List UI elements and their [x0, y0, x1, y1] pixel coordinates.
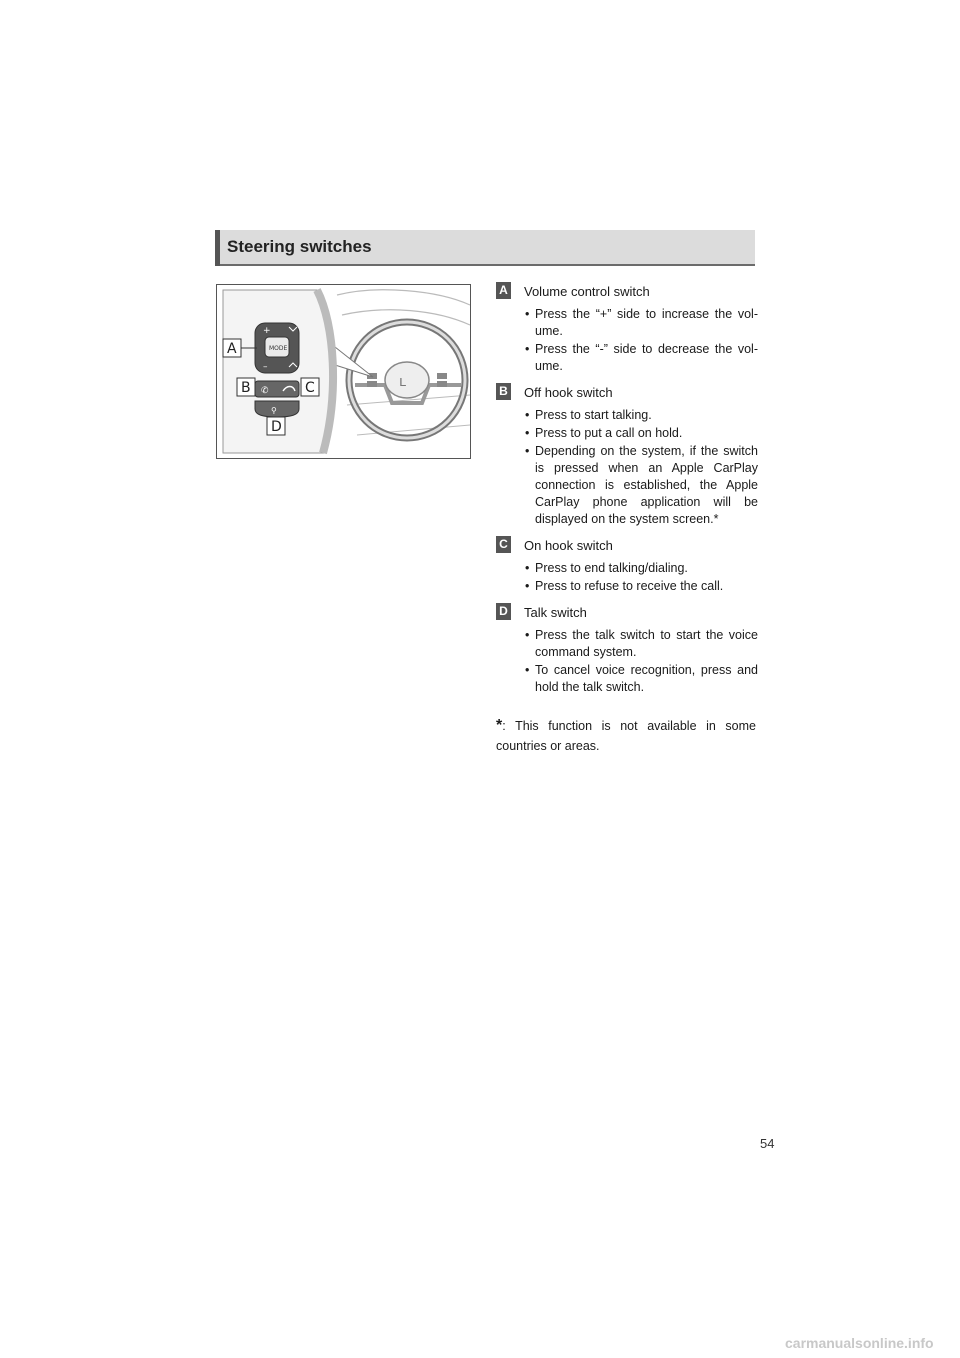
svg-text:C: C — [305, 380, 315, 396]
steering-switch-illustration — [216, 284, 471, 459]
footnote — [496, 716, 756, 756]
steering-switch-drawing — [217, 285, 470, 458]
svg-text:⚲: ⚲ — [271, 406, 277, 415]
bullet-item: • Press the “+” side to increase the vol-ume. — [525, 307, 758, 338]
bullet-list — [496, 407, 758, 528]
svg-text:A: A — [227, 341, 237, 357]
section-title: Steering switches — [227, 237, 372, 256]
bullet-item: • Press to put a call on hold. — [525, 426, 683, 440]
marker-d: D — [496, 603, 511, 620]
entry-title: Talk switch — [524, 605, 587, 620]
section-header-bar — [215, 230, 220, 266]
entry-volume-control — [496, 282, 758, 375]
bullet-item: • Press the “-” side to decrease the vol-ume. — [525, 342, 758, 373]
svg-text:+: + — [263, 326, 271, 336]
entry-title: On hook switch — [524, 538, 613, 553]
svg-text:MODE: MODE — [269, 345, 288, 352]
page-number: 54 — [760, 1136, 775, 1151]
bullet-item: • Press to start talking. — [525, 408, 652, 422]
entry-title: Volume control switch — [524, 284, 650, 299]
bullet-item: • Press to refuse to receive the call. — [525, 579, 724, 593]
marker-a: A — [496, 282, 511, 299]
bullet-item: • Press to end talking/dialing. — [525, 561, 688, 575]
section-header — [215, 230, 755, 266]
entry-on-hook — [496, 536, 758, 595]
switch-descriptions — [496, 282, 758, 704]
bullet-list — [496, 627, 758, 696]
svg-text:D: D — [271, 419, 282, 435]
svg-text:–: – — [263, 362, 268, 372]
entry-talk — [496, 603, 758, 696]
svg-text:B: B — [241, 380, 251, 396]
footnote-marker: * — [496, 717, 503, 734]
bullet-list — [496, 306, 758, 375]
svg-text:✆: ✆ — [261, 386, 269, 396]
entry-off-hook — [496, 383, 758, 528]
bullet-item: • Depending on the system, if the switch is pressed when an Apple CarPlay connection is established, the Apple CarPlay phone application will be displayed on the system screen.* — [525, 444, 758, 526]
footnote-text: : This function is not available in some countries or areas. — [496, 719, 756, 753]
watermark: carmanualsonline.info — [785, 1335, 934, 1351]
svg-text:ʟ: ʟ — [399, 374, 407, 390]
bullet-list — [496, 560, 758, 595]
marker-b: B — [496, 383, 511, 400]
bullet-item: • To cancel voice recognition, press and hold the talk switch. — [525, 663, 758, 694]
entry-title: Off hook switch — [524, 385, 613, 400]
bullet-item: • Press the talk switch to start the voice command system. — [525, 628, 758, 659]
marker-c: C — [496, 536, 511, 553]
